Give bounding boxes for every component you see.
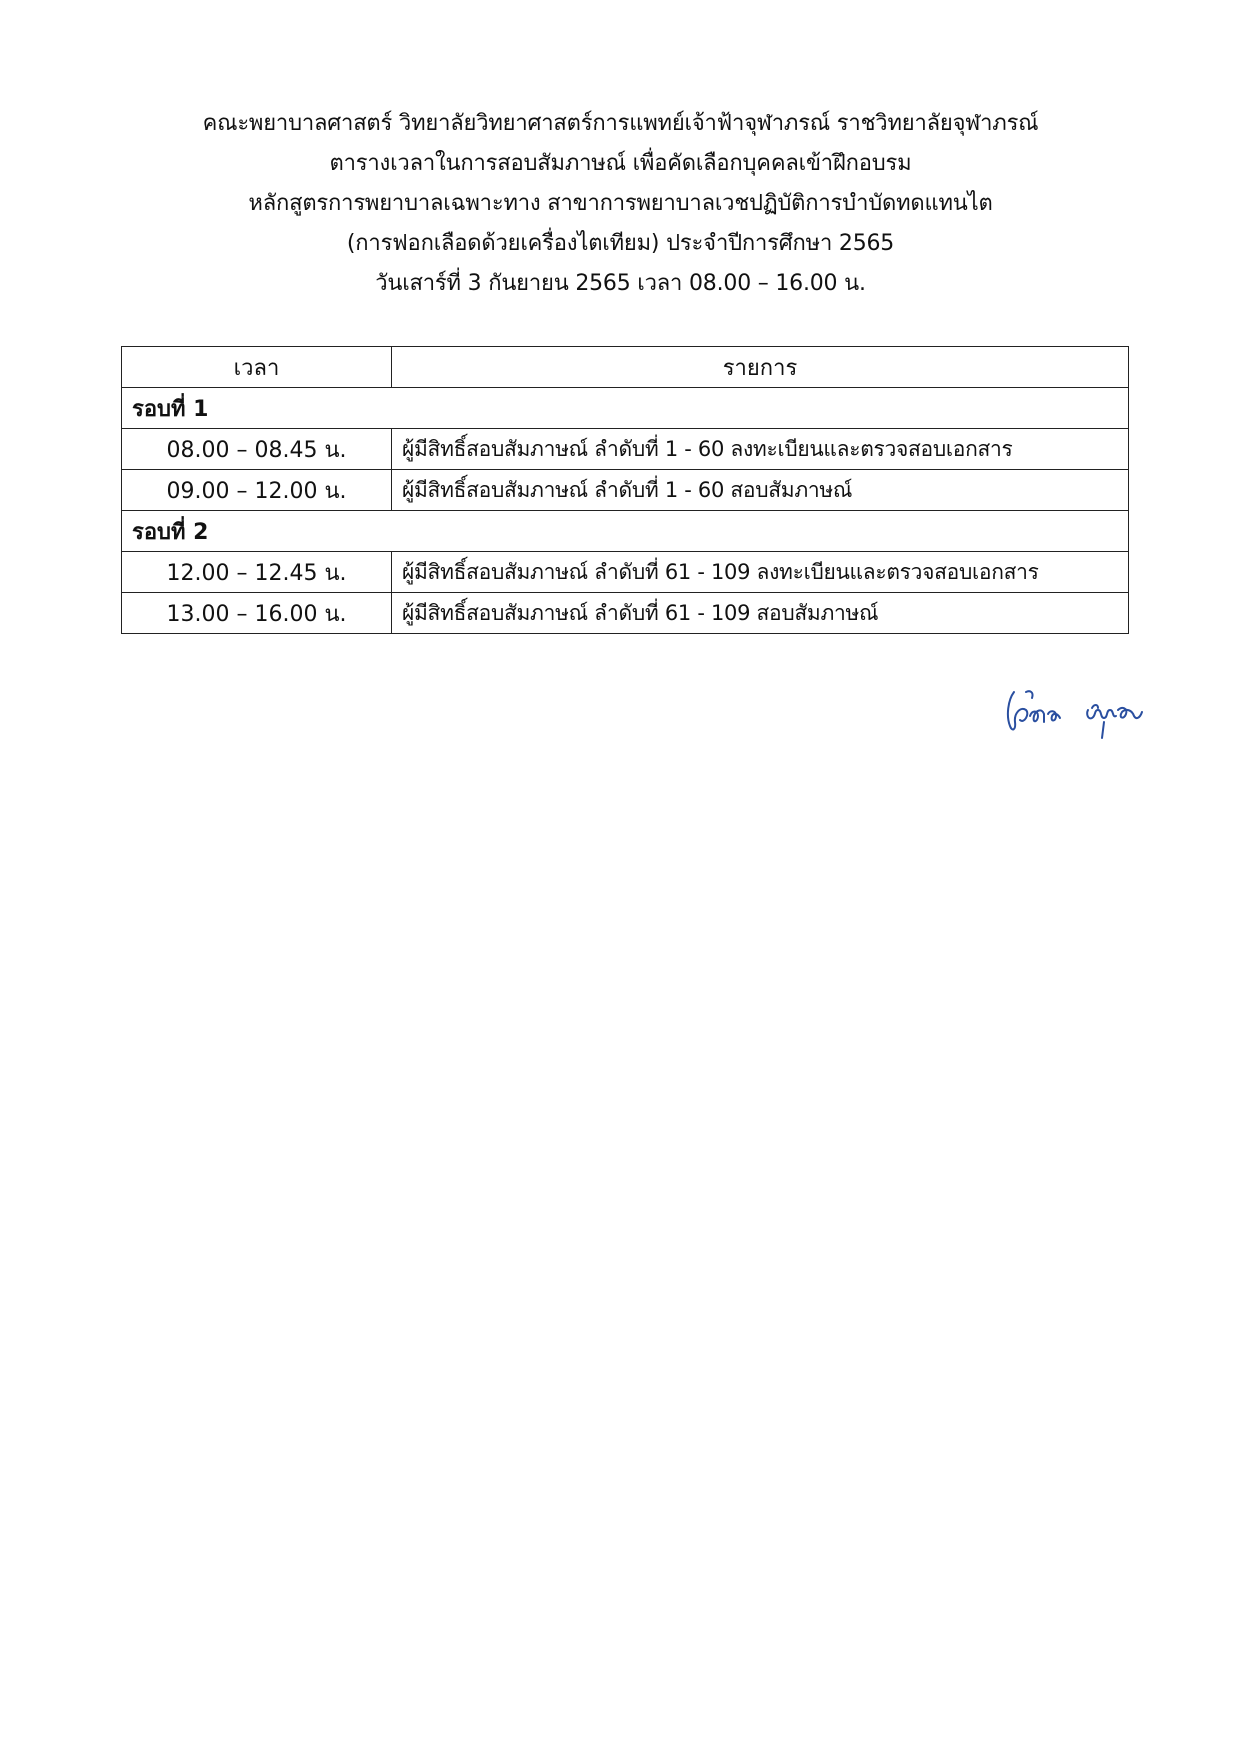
table-header-row	[122, 347, 1129, 388]
signature-strokes	[1008, 691, 1142, 738]
item-cell: ผู้มีสิทธิ์สอบสัมภาษณ์ ลำดับที่ 1 - 60 ลงทะเบียนและตรวจสอบเอกสาร	[392, 429, 1129, 470]
header-schedule-title: ตารางเวลาในการสอบสัมภาษณ์ เพื่อคัดเลือกบุคคลเข้าฝึกอบรม	[329, 151, 912, 176]
handwritten-signature	[1000, 680, 1160, 750]
table-row	[122, 552, 1129, 593]
time-cell: 12.00 – 12.45 น.	[122, 552, 392, 593]
round-label: รอบที่ 2	[122, 511, 1129, 552]
header-date-time: วันเสาร์ที่ 3 กันยายน 2565 เวลา 08.00 – 16.00 น.	[375, 271, 866, 296]
header-program: หลักสูตรการพยาบาลเฉพาะทาง สาขาการพยาบาลเวชปฏิบัติการบำบัดทดแทนไต	[248, 191, 993, 216]
item-cell: ผู้มีสิทธิ์สอบสัมภาษณ์ ลำดับที่ 1 - 60 สอบสัมภาษณ์	[392, 470, 1129, 511]
item-cell: ผู้มีสิทธิ์สอบสัมภาษณ์ ลำดับที่ 61 - 109 สอบสัมภาษณ์	[392, 593, 1129, 634]
schedule-table	[121, 346, 1129, 634]
time-cell: 09.00 – 12.00 น.	[122, 470, 392, 511]
header-institution: คณะพยาบาลศาสตร์ วิทยาลัยวิทยาศาสตร์การแพทย์เจ้าฟ้าจุฬาภรณ์ ราชวิทยาลัยจุฬาภรณ์	[202, 111, 1039, 136]
table-row	[122, 429, 1129, 470]
round-label: รอบที่ 1	[122, 388, 1129, 429]
column-header-time: เวลา	[122, 347, 392, 388]
item-cell: ผู้มีสิทธิ์สอบสัมภาษณ์ ลำดับที่ 61 - 109 ลงทะเบียนและตรวจสอบเอกสาร	[392, 552, 1129, 593]
header-program-detail: (การฟอกเลือดด้วยเครื่องไตเทียม) ประจำปีการศึกษา 2565	[346, 231, 895, 256]
document-header	[0, 104, 1241, 304]
table-row	[122, 593, 1129, 634]
round-row	[122, 511, 1129, 552]
round-row	[122, 388, 1129, 429]
column-header-items: รายการ	[392, 347, 1129, 388]
time-cell: 08.00 – 08.45 น.	[122, 429, 392, 470]
table-row	[122, 470, 1129, 511]
time-cell: 13.00 – 16.00 น.	[122, 593, 392, 634]
